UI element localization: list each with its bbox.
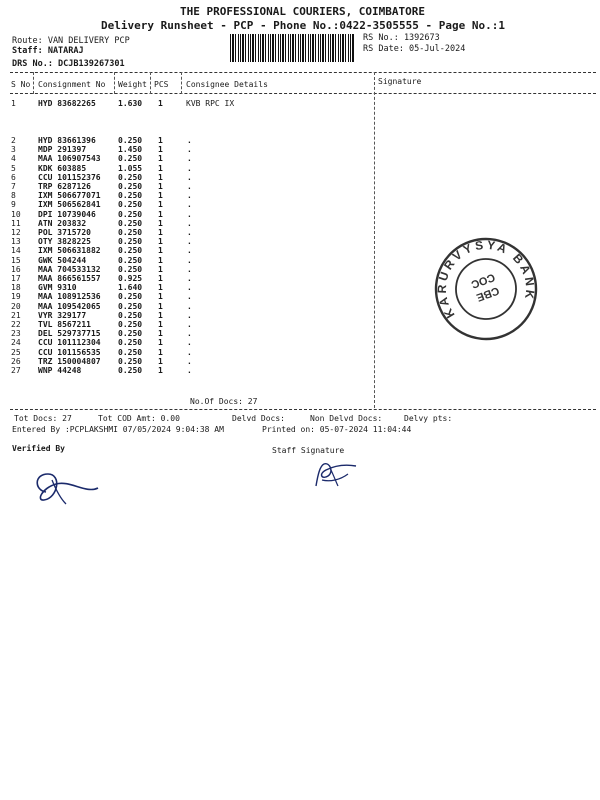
row-dot: .	[187, 292, 192, 302]
rs-date: RS Date: 05-Jul-2024	[363, 44, 466, 54]
row-weight: 0.925	[118, 274, 143, 283]
row-dot: .	[187, 191, 192, 201]
row-consignment: CCU 101156535	[38, 347, 101, 357]
runsheet-subtitle: Delivery Runsheet - PCP - Phone No.:0422-3505555 - Page No.:1	[101, 19, 505, 32]
row-sno: 3	[11, 145, 16, 155]
row-sno: 16	[11, 264, 21, 274]
row-dot: .	[187, 182, 192, 191]
row-dot: .	[187, 136, 192, 145]
row-pcs: 1	[158, 246, 163, 256]
row-pcs: 1	[158, 172, 163, 182]
row-weight: 0.250	[118, 237, 143, 247]
row-consignment: WNP 44248	[38, 366, 82, 375]
row-pcs: 1	[158, 329, 163, 339]
row-weight: 0.250	[118, 255, 143, 265]
rs-number: RS No.: 1392673	[363, 33, 440, 43]
table-header-rule	[10, 93, 596, 94]
drs-number: DRS No.: DCJB139267301	[12, 59, 125, 69]
row-consignment: CCU 101152376	[38, 172, 101, 182]
row-dot: .	[187, 246, 192, 256]
row-sno: 13	[11, 237, 21, 247]
row-sno: 10	[11, 209, 21, 219]
row-consignee: KVB RPC IX	[186, 99, 235, 108]
row-dot: .	[187, 163, 192, 173]
row-weight: 0.250	[118, 154, 143, 164]
row-weight: 0.250	[118, 182, 143, 191]
row-consignment: OTY 3828225	[38, 237, 91, 247]
row-pcs: 1	[158, 228, 163, 237]
row-sno: 26	[11, 356, 21, 366]
table-row	[0, 99, 600, 108]
row-dot: .	[187, 366, 192, 375]
row-weight: 0.250	[118, 246, 143, 256]
row-consignment: MAA 106907543	[38, 154, 101, 164]
row-dot: .	[187, 237, 192, 247]
col-header-signature: Signature	[378, 77, 422, 86]
row-consignment: MDP 291397	[38, 145, 87, 155]
row-dot: .	[187, 347, 192, 357]
row-weight: 0.250	[118, 329, 143, 339]
row-sno: 27	[11, 366, 21, 375]
row-pcs: 1	[158, 200, 163, 210]
row-weight: 1.055	[118, 163, 143, 173]
row-pcs: 1	[158, 99, 163, 108]
row-pcs: 1	[158, 310, 163, 320]
table-row	[0, 136, 600, 145]
row-sno: 24	[11, 338, 21, 348]
delvd-docs: Delvd Docs:	[232, 414, 285, 423]
row-pcs: 1	[158, 209, 163, 219]
table-top-rule	[10, 72, 596, 73]
table-row	[0, 182, 600, 191]
entered-by: Entered By :PCPLAKSHMI 07/05/2024 9:04:38 AM	[12, 425, 224, 434]
row-dot: .	[187, 172, 192, 182]
table-bottom-rule	[10, 409, 596, 410]
row-dot: .	[187, 356, 192, 366]
row-weight: 0.250	[118, 338, 143, 348]
table-row	[0, 145, 600, 154]
company-title: THE PROFESSIONAL COURIERS, COIMBATORE	[180, 5, 426, 18]
row-sno: 22	[11, 320, 21, 329]
row-sno: 8	[11, 191, 16, 201]
row-sno: 18	[11, 283, 21, 293]
table-row	[0, 348, 600, 357]
col-header-consignee: Consignee Details	[186, 80, 268, 89]
table-row	[0, 191, 600, 200]
row-pcs: 1	[158, 163, 163, 173]
row-sno: 9	[11, 200, 16, 210]
row-consignment: MAA 109542065	[38, 301, 101, 311]
staff-signature	[300, 456, 390, 496]
row-weight: 0.250	[118, 301, 143, 311]
row-consignment: TVL 8567211	[38, 320, 91, 329]
row-sno: 21	[11, 310, 21, 320]
verified-signature	[26, 460, 116, 510]
row-consignment: GVM 9310	[38, 283, 77, 293]
bank-stamp	[430, 233, 542, 345]
row-consignment: IXM 506677071	[38, 191, 101, 201]
row-weight: 0.250	[118, 136, 143, 145]
stamp-line-1: CBE	[474, 284, 501, 304]
row-consignment: TRP 6287126	[38, 182, 91, 191]
row-pcs: 1	[158, 274, 163, 283]
row-sno: 12	[11, 228, 21, 237]
row-consignment: DEL 529737715	[38, 329, 101, 339]
row-weight: 1.640	[118, 283, 143, 293]
row-pcs: 1	[158, 347, 163, 357]
row-weight: 0.250	[118, 200, 143, 210]
staff-signature-label: Staff Signature	[272, 446, 345, 455]
col-header-sno: S No	[11, 80, 31, 89]
table-row	[0, 154, 600, 163]
printed-on: Printed on: 05-07-2024 11:04:44	[262, 425, 412, 434]
row-pcs: 1	[158, 320, 163, 329]
row-dot: .	[187, 320, 192, 329]
row-sno: 20	[11, 301, 21, 311]
no-of-docs: No.Of Docs: 27	[190, 397, 258, 406]
row-consignment: CCU 101112304	[38, 338, 101, 348]
col-header-pcs: PCS	[154, 80, 169, 89]
row-weight: 0.250	[118, 218, 143, 228]
row-pcs: 1	[158, 182, 163, 191]
row-weight: 0.250	[118, 292, 143, 302]
row-dot: .	[187, 274, 192, 283]
row-dot: .	[187, 329, 192, 339]
row-sno: 4	[11, 154, 16, 164]
row-pcs: 1	[158, 356, 163, 366]
table-row	[0, 164, 600, 173]
row-sno: 17	[11, 274, 21, 283]
stamp-line-2: COC	[469, 270, 497, 291]
row-sno: 7	[11, 182, 16, 191]
table-row	[0, 219, 600, 228]
row-pcs: 1	[158, 283, 163, 293]
row-dot: .	[187, 310, 192, 320]
row-weight: 0.250	[118, 356, 143, 366]
col-divider-1	[33, 72, 34, 94]
row-consignment: IXM 506631882	[38, 246, 101, 256]
row-dot: .	[187, 218, 192, 228]
row-weight: 0.250	[118, 366, 143, 375]
row-dot: .	[187, 200, 192, 210]
row-pcs: 1	[158, 366, 163, 375]
row-weight: 0.250	[118, 310, 143, 320]
row-sno: 6	[11, 172, 16, 182]
row-weight: 1.630	[118, 99, 143, 108]
table-row	[0, 200, 600, 209]
row-consignment: GWK 504244	[38, 255, 87, 265]
row-sno: 1	[11, 99, 16, 108]
row-dot: .	[187, 264, 192, 274]
table-row	[0, 366, 600, 375]
row-pcs: 1	[158, 154, 163, 164]
tot-docs: Tot Docs: 27	[14, 414, 72, 423]
row-consignment: VYR 329177	[38, 310, 87, 320]
row-weight: 0.250	[118, 228, 143, 237]
row-consignment: HYD 83682265	[38, 99, 96, 108]
row-consignment: TRZ 150004807	[38, 356, 101, 366]
row-dot: .	[187, 145, 192, 155]
barcode	[230, 34, 355, 62]
table-row	[0, 210, 600, 219]
row-sno: 25	[11, 347, 21, 357]
table-row	[0, 357, 600, 366]
row-weight: 0.250	[118, 347, 143, 357]
row-pcs: 1	[158, 292, 163, 302]
row-dot: .	[187, 154, 192, 164]
col-header-weight: Weight	[118, 80, 147, 89]
col-divider-2	[114, 72, 115, 94]
row-pcs: 1	[158, 136, 163, 145]
row-pcs: 1	[158, 145, 163, 155]
row-sno: 5	[11, 163, 16, 173]
row-sno: 23	[11, 329, 21, 339]
row-dot: .	[187, 301, 192, 311]
route-label: Route: VAN DELIVERY PCP	[12, 36, 130, 46]
row-consignment: HYD 83661396	[38, 136, 96, 145]
row-dot: .	[187, 283, 192, 293]
col-divider-3	[150, 72, 151, 94]
row-dot: .	[187, 338, 192, 348]
row-weight: 0.250	[118, 209, 143, 219]
row-consignment: MAA 866561557	[38, 274, 101, 283]
row-dot: .	[187, 228, 192, 237]
stamp-ring-text: KARURVYSYA BANK	[434, 237, 538, 321]
row-consignment: POL 3715720	[38, 228, 91, 237]
row-consignment: DPI 10739046	[38, 209, 96, 219]
row-weight: 1.450	[118, 145, 143, 155]
row-consignment: IXM 506562841	[38, 200, 101, 210]
col-divider-4	[181, 72, 182, 94]
staff-label: Staff: NATARAJ	[12, 46, 84, 56]
row-consignment: MAA 108912536	[38, 292, 101, 302]
row-sno: 11	[11, 218, 21, 228]
row-weight: 0.250	[118, 172, 143, 182]
row-sno: 14	[11, 246, 21, 256]
row-sno: 15	[11, 255, 21, 265]
row-pcs: 1	[158, 338, 163, 348]
row-pcs: 1	[158, 301, 163, 311]
row-pcs: 1	[158, 255, 163, 265]
row-weight: 0.250	[118, 191, 143, 201]
table-row	[0, 173, 600, 182]
non-delvd-docs: Non Delvd Docs:	[310, 414, 383, 423]
delvy-pts: Delvy pts:	[404, 414, 453, 423]
row-sno: 19	[11, 292, 21, 302]
tot-cod-amt: Tot COD Amt: 0.00	[98, 414, 180, 423]
row-weight: 0.250	[118, 264, 143, 274]
row-pcs: 1	[158, 237, 163, 247]
row-pcs: 1	[158, 218, 163, 228]
verified-by-label: Verified By	[12, 444, 65, 453]
row-consignment: ATN 203832	[38, 218, 87, 228]
row-dot: .	[187, 255, 192, 265]
row-pcs: 1	[158, 191, 163, 201]
row-weight: 0.250	[118, 320, 143, 329]
row-pcs: 1	[158, 264, 163, 274]
col-header-consignment: Consignment No	[38, 80, 106, 89]
row-dot: .	[187, 209, 192, 219]
row-sno: 2	[11, 136, 16, 145]
row-consignment: MAA 704533132	[38, 264, 101, 274]
row-consignment: KDK 603885	[38, 163, 87, 173]
